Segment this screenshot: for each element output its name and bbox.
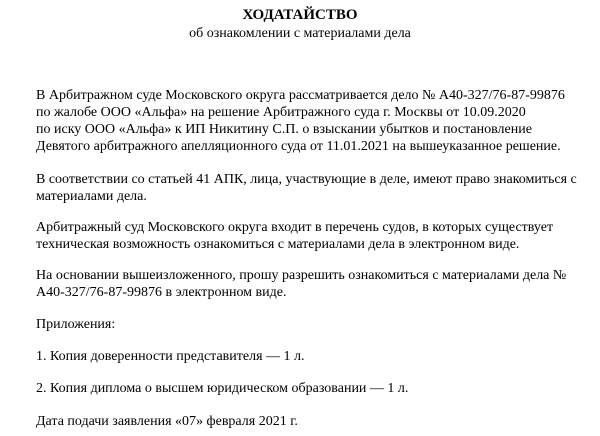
document-title: ХОДАТАЙСТВО bbox=[242, 7, 358, 23]
text-line: техническая возможность ознакомиться с материалами дела в электронном виде. bbox=[36, 237, 520, 252]
text-line: 1. Копия доверенности представителя — 1 л. bbox=[36, 349, 305, 364]
document-subtitle: об ознакомлении с материалами дела bbox=[189, 26, 411, 41]
text-line: 2. Копия диплома о высшем юридическом образовании — 1 л. bbox=[36, 381, 409, 396]
text-line: А40-327/76-87-99876 в электронном виде. bbox=[36, 285, 287, 300]
attachment-item-diploma bbox=[36, 380, 596, 397]
paragraph-technical-possibility bbox=[36, 219, 596, 253]
paragraph-case-description bbox=[36, 87, 596, 155]
paragraph-request bbox=[36, 267, 596, 301]
text-line: В Арбитражном суде Московского округа рассматривается дело № А40-327/76-87-99876 bbox=[36, 88, 565, 103]
text-line: Дата подачи заявления «07» февраля 2021 г. bbox=[36, 414, 298, 429]
attachment-item-power-of-attorney bbox=[36, 348, 596, 365]
text-line: На основании вышеизложенного, прошу разрешить ознакомиться с материалами дела № bbox=[36, 268, 567, 283]
text-line: Девятого арбитражного апелляционного суда от 11.01.2021 на вышеуказанное решение. bbox=[36, 139, 561, 154]
paragraph-legal-basis bbox=[36, 171, 596, 205]
submission-date bbox=[36, 413, 596, 430]
text-line: Приложения: bbox=[36, 317, 116, 332]
text-line: В соответствии со статьей 41 АПК, лица, участвующие в деле, имеют право знакомиться с bbox=[36, 172, 577, 187]
attachments-heading bbox=[36, 316, 596, 333]
text-line: Арбитражный суд Московского округа входит в перечень судов, в которых существует bbox=[36, 220, 554, 235]
text-line: по жалобе ООО «Альфа» на решение Арбитражного суда г. Москвы от 10.09.2020 bbox=[36, 105, 526, 120]
text-line: материалами дела. bbox=[36, 189, 147, 204]
text-line: по иску ООО «Альфа» к ИП Никитину С.П. о взыскании убытков и постановление bbox=[36, 122, 532, 137]
